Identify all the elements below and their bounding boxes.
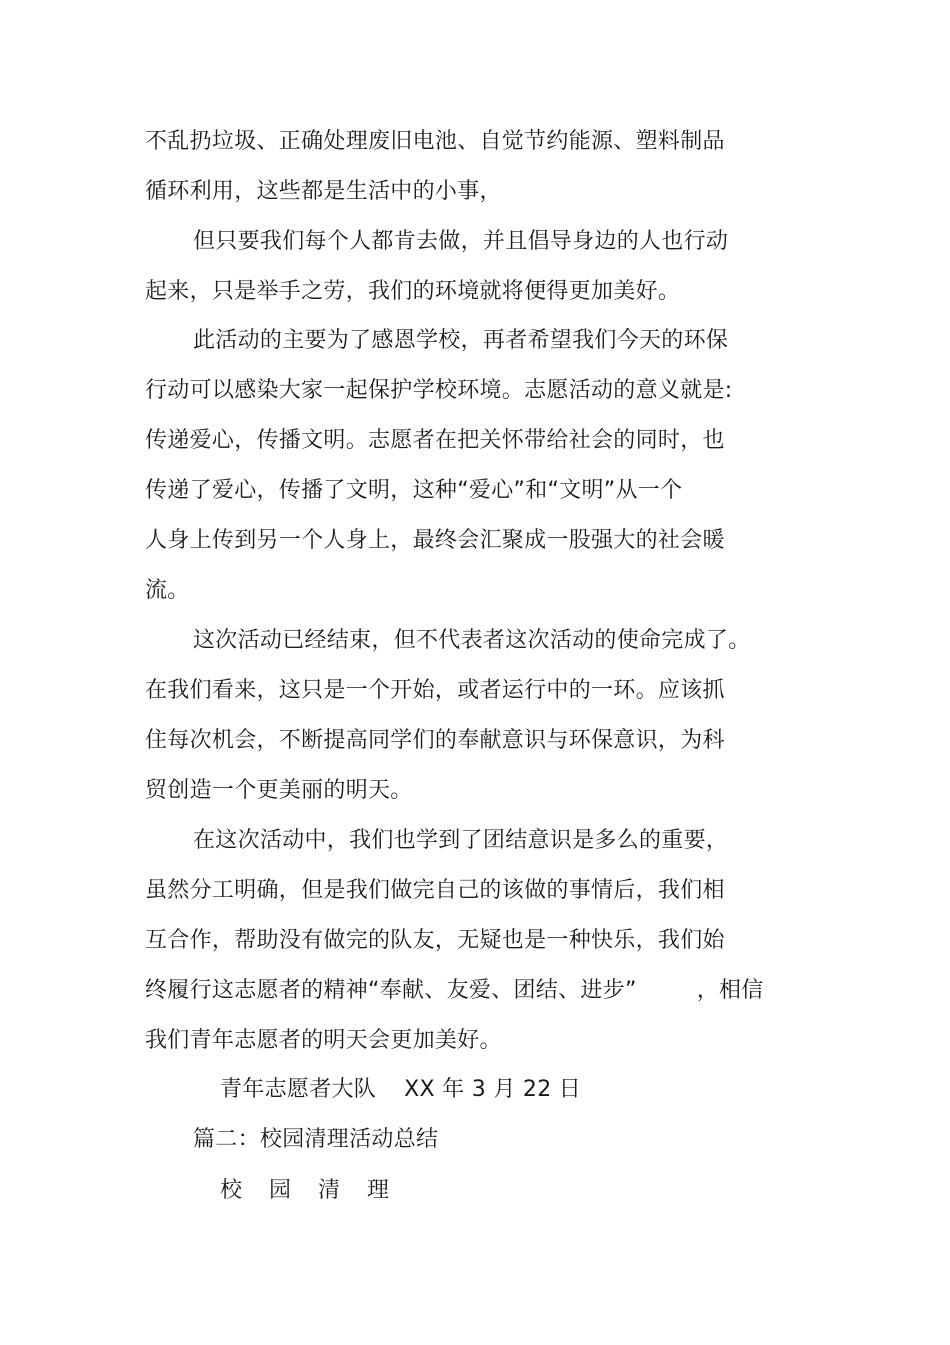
text-line: 这次活动已经结束，但不代表者这次活动的使命完成了。 xyxy=(193,628,751,653)
text-line: 此活动的主要为了感恩学校，再者希望我们今天的环保 xyxy=(193,328,729,353)
text-line: 起来，只是举手之劳，我们的环境就将便得更加美好。 xyxy=(145,279,681,304)
text-line: 行动可以感染大家一起保护学校环境。志愿活动的意义就是: xyxy=(145,378,733,403)
text-line: 不乱扔垃圾、正确处理废旧电池、自觉节约能源、塑料制品 xyxy=(145,129,725,154)
signature-date: XX 年 3 月 22 日 xyxy=(404,1077,582,1102)
signature-line xyxy=(220,1075,581,1105)
text-line: 贸创造一个更美丽的明天。 xyxy=(145,778,413,803)
text-line: 互合作，帮助没有做完的队友，无疑也是一种快乐，我们始 xyxy=(145,928,725,953)
text-line: 流。 xyxy=(145,578,190,603)
text-line: 我们青年志愿者的明天会更加美好。 xyxy=(145,1028,502,1053)
text-line-part: 终履行这志愿者的精神“奉献、友爱、团结、进步” xyxy=(145,978,637,1003)
text-line: 在我们看来，这只是一个开始，或者运行中的一环。应该抓 xyxy=(145,678,725,703)
text-line: 住每次机会，不断提高同学们的奉献意识与环保意识，为科 xyxy=(145,728,725,753)
text-line-part: ，相信 xyxy=(696,978,764,1003)
text-line: 但只要我们每个人都肯去做，并且倡导身边的人也行动 xyxy=(193,229,729,254)
text-line: 传递爱心，传播文明。志愿者在把关怀带给社会的同时，也 xyxy=(145,428,725,453)
text-line: 在这次活动中，我们也学到了团结意识是多么的重要， xyxy=(193,828,729,853)
text-line xyxy=(145,976,764,1006)
section-title: 篇二：校园清理活动总结 xyxy=(193,1127,439,1152)
section-heading: 校 园 清 理 xyxy=(220,1178,399,1203)
text-line: 传递了爱心，传播了文明，这种“爱心”和“文明”从一个 xyxy=(145,478,683,503)
text-line: 人身上传到另一个人身上，最终会汇聚成一股强大的社会暖 xyxy=(145,528,725,553)
text-line: 虽然分工明确，但是我们做完自己的该做的事情后，我们相 xyxy=(145,878,725,903)
signature-org: 青年志愿者大队 xyxy=(220,1077,377,1102)
text-line: 循环利用，这些都是生活中的小事， xyxy=(145,179,502,204)
